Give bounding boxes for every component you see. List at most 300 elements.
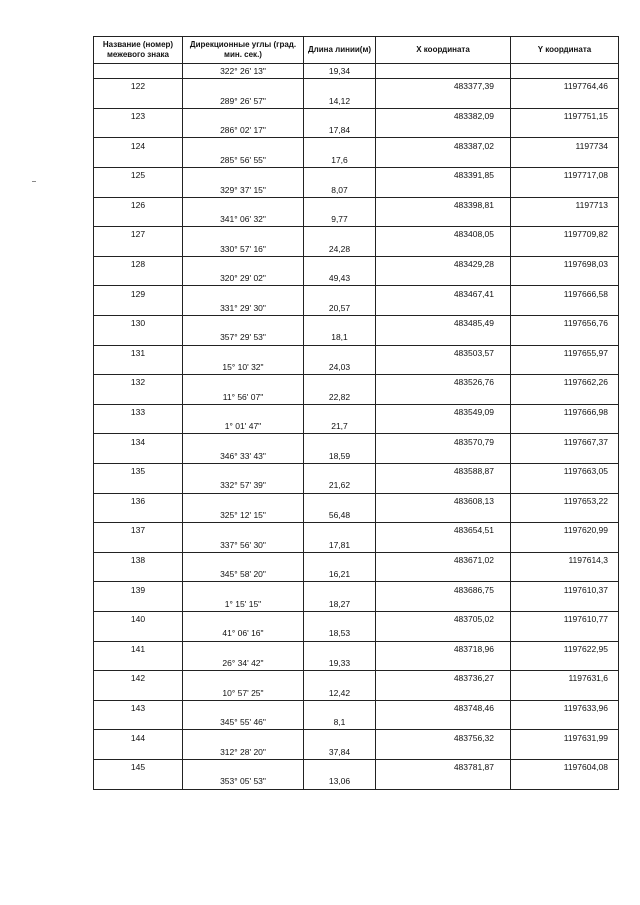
y-coordinate-cell <box>511 271 619 286</box>
point-name-cell: 131 <box>94 345 183 360</box>
line-length-cell <box>304 108 376 123</box>
point-row <box>94 227 619 242</box>
x-coordinate-cell <box>376 390 511 405</box>
direction-angle-cell <box>183 730 304 745</box>
y-coordinate-cell <box>511 626 619 641</box>
point-name-cell <box>94 745 183 760</box>
direction-angle-cell <box>183 316 304 331</box>
y-coordinate-cell <box>511 685 619 700</box>
direction-angle-cell: 41° 06' 16" <box>183 626 304 641</box>
line-length-cell: 24,03 <box>304 360 376 375</box>
line-length-cell: 14,12 <box>304 94 376 109</box>
segment-row <box>94 538 619 553</box>
point-name-cell: 137 <box>94 523 183 538</box>
direction-angle-cell <box>183 138 304 153</box>
point-name-cell: 128 <box>94 256 183 271</box>
direction-angle-cell: 332° 57' 39" <box>183 478 304 493</box>
direction-angle-cell: 345° 55' 46" <box>183 715 304 730</box>
point-name-cell <box>94 538 183 553</box>
y-coordinate-cell: 1197751,15 <box>511 108 619 123</box>
x-coordinate-cell: 483503,57 <box>376 345 511 360</box>
x-coordinate-cell <box>376 478 511 493</box>
segment-row <box>94 626 619 641</box>
point-name-cell <box>94 360 183 375</box>
y-coordinate-cell <box>511 64 619 79</box>
direction-angle-cell <box>183 582 304 597</box>
x-coordinate-cell: 483705,02 <box>376 611 511 626</box>
y-coordinate-cell: 1197655,97 <box>511 345 619 360</box>
y-coordinate-cell <box>511 449 619 464</box>
x-coordinate-cell: 483671,02 <box>376 552 511 567</box>
point-name-cell: 140 <box>94 611 183 626</box>
point-name-cell <box>94 390 183 405</box>
y-coordinate-cell <box>511 123 619 138</box>
line-length-cell <box>304 611 376 626</box>
direction-angle-cell: 345° 58' 20" <box>183 567 304 582</box>
point-name-cell: 135 <box>94 464 183 479</box>
x-coordinate-cell <box>376 153 511 168</box>
header-name: Название (номер) межевого знака <box>94 37 183 64</box>
direction-angle-cell: 329° 37' 15" <box>183 182 304 197</box>
direction-angle-cell: 289° 26' 57" <box>183 94 304 109</box>
point-name-cell <box>94 715 183 730</box>
x-coordinate-cell <box>376 123 511 138</box>
direction-angle-cell <box>183 700 304 715</box>
direction-angle-cell: 357° 29' 53" <box>183 330 304 345</box>
x-coordinate-cell: 483570,79 <box>376 434 511 449</box>
direction-angle-cell <box>183 671 304 686</box>
direction-angle-cell: 330° 57' 16" <box>183 242 304 257</box>
point-name-cell <box>94 153 183 168</box>
segment-row <box>94 508 619 523</box>
direction-angle-cell: 15° 10' 32" <box>183 360 304 375</box>
segment-row <box>94 123 619 138</box>
table-body <box>94 64 619 790</box>
line-length-cell: 21,62 <box>304 478 376 493</box>
line-length-cell: 19,34 <box>304 64 376 79</box>
point-name-cell <box>94 774 183 789</box>
y-coordinate-cell: 1197610,37 <box>511 582 619 597</box>
direction-angle-cell <box>183 79 304 94</box>
point-name-cell <box>94 656 183 671</box>
y-coordinate-cell <box>511 94 619 109</box>
point-name-cell <box>94 271 183 286</box>
point-row <box>94 256 619 271</box>
direction-angle-cell: 285° 56' 55" <box>183 153 304 168</box>
direction-angle-cell <box>183 641 304 656</box>
point-name-cell <box>94 478 183 493</box>
line-length-cell <box>304 375 376 390</box>
y-coordinate-cell: 1197666,58 <box>511 286 619 301</box>
y-coordinate-cell <box>511 538 619 553</box>
segment-row <box>94 597 619 612</box>
x-coordinate-cell <box>376 508 511 523</box>
y-coordinate-cell <box>511 330 619 345</box>
x-coordinate-cell <box>376 774 511 789</box>
point-row <box>94 316 619 331</box>
line-length-cell: 13,06 <box>304 774 376 789</box>
direction-angle-cell <box>183 227 304 242</box>
line-length-cell: 20,57 <box>304 301 376 316</box>
point-row <box>94 493 619 508</box>
x-coordinate-cell <box>376 301 511 316</box>
line-length-cell <box>304 464 376 479</box>
point-row <box>94 700 619 715</box>
x-coordinate-cell <box>376 360 511 375</box>
segment-row <box>94 745 619 760</box>
line-length-cell: 18,1 <box>304 330 376 345</box>
line-length-cell <box>304 552 376 567</box>
point-name-cell: 124 <box>94 138 183 153</box>
point-name-cell: 134 <box>94 434 183 449</box>
x-coordinate-cell <box>376 449 511 464</box>
x-coordinate-cell <box>376 64 511 79</box>
x-coordinate-cell: 483608,13 <box>376 493 511 508</box>
line-length-cell: 17,84 <box>304 123 376 138</box>
direction-angle-cell: 353° 05' 53" <box>183 774 304 789</box>
point-name-cell <box>94 242 183 257</box>
y-coordinate-cell: 1197633,96 <box>511 700 619 715</box>
x-coordinate-cell <box>376 715 511 730</box>
segment-row <box>94 360 619 375</box>
direction-angle-cell <box>183 375 304 390</box>
x-coordinate-cell <box>376 330 511 345</box>
segment-row <box>94 301 619 316</box>
segment-row <box>94 774 619 789</box>
direction-angle-cell: 337° 56' 30" <box>183 538 304 553</box>
segment-row <box>94 153 619 168</box>
point-name-cell <box>94 301 183 316</box>
x-coordinate-cell <box>376 745 511 760</box>
line-length-cell <box>304 316 376 331</box>
boundary-coordinates-table <box>93 36 619 790</box>
line-length-cell: 18,53 <box>304 626 376 641</box>
direction-angle-cell: 10° 57' 25" <box>183 685 304 700</box>
x-coordinate-cell <box>376 182 511 197</box>
point-row <box>94 404 619 419</box>
direction-angle-cell: 346° 33' 43" <box>183 449 304 464</box>
point-name-cell: 143 <box>94 700 183 715</box>
y-coordinate-cell: 1197709,82 <box>511 227 619 242</box>
x-coordinate-cell <box>376 567 511 582</box>
point-row <box>94 375 619 390</box>
y-coordinate-cell: 1197764,46 <box>511 79 619 94</box>
point-name-cell <box>94 449 183 464</box>
direction-angle-cell: 325° 12' 15" <box>183 508 304 523</box>
point-row <box>94 286 619 301</box>
line-length-cell <box>304 197 376 212</box>
line-length-cell: 49,43 <box>304 271 376 286</box>
y-coordinate-cell <box>511 478 619 493</box>
line-length-cell <box>304 227 376 242</box>
y-coordinate-cell <box>511 774 619 789</box>
point-name-cell: 145 <box>94 759 183 774</box>
y-coordinate-cell <box>511 390 619 405</box>
header-row <box>94 37 619 64</box>
x-coordinate-cell: 483748,46 <box>376 700 511 715</box>
y-coordinate-cell <box>511 301 619 316</box>
direction-angle-cell <box>183 434 304 449</box>
y-coordinate-cell <box>511 715 619 730</box>
segment-row <box>94 567 619 582</box>
direction-angle-cell: 286° 02' 17" <box>183 123 304 138</box>
segment-row <box>94 242 619 257</box>
point-name-cell: 139 <box>94 582 183 597</box>
x-coordinate-cell <box>376 626 511 641</box>
direction-angle-cell <box>183 611 304 626</box>
point-name-cell <box>94 330 183 345</box>
line-length-cell <box>304 523 376 538</box>
direction-angle-cell <box>183 404 304 419</box>
header-length: Длина линии(м) <box>304 37 376 64</box>
direction-angle-cell <box>183 523 304 538</box>
point-row <box>94 552 619 567</box>
line-length-cell: 16,21 <box>304 567 376 582</box>
y-coordinate-cell <box>511 419 619 434</box>
point-name-cell <box>94 508 183 523</box>
line-length-cell: 24,28 <box>304 242 376 257</box>
line-length-cell: 56,48 <box>304 508 376 523</box>
point-row <box>94 197 619 212</box>
y-coordinate-cell: 1197713 <box>511 197 619 212</box>
x-coordinate-cell <box>376 212 511 227</box>
line-length-cell: 9,77 <box>304 212 376 227</box>
y-coordinate-cell: 1197653,22 <box>511 493 619 508</box>
line-length-cell <box>304 286 376 301</box>
line-length-cell: 17,6 <box>304 153 376 168</box>
point-name-cell <box>94 685 183 700</box>
point-name-cell <box>94 597 183 612</box>
line-length-cell <box>304 434 376 449</box>
line-length-cell: 21,7 <box>304 419 376 434</box>
point-name-cell <box>94 212 183 227</box>
direction-angle-cell <box>183 168 304 183</box>
direction-angle-cell: 11° 56' 07" <box>183 390 304 405</box>
direction-angle-cell: 341° 06' 32" <box>183 212 304 227</box>
point-name-cell <box>94 64 183 79</box>
point-name-cell: 122 <box>94 79 183 94</box>
line-length-cell <box>304 671 376 686</box>
scan-speck <box>32 181 36 182</box>
x-coordinate-cell: 483718,96 <box>376 641 511 656</box>
segment-row <box>94 64 619 79</box>
segment-row <box>94 271 619 286</box>
point-row <box>94 730 619 745</box>
point-name-cell: 142 <box>94 671 183 686</box>
point-name-cell: 129 <box>94 286 183 301</box>
line-length-cell: 18,59 <box>304 449 376 464</box>
line-length-cell: 37,84 <box>304 745 376 760</box>
direction-angle-cell <box>183 493 304 508</box>
y-coordinate-cell <box>511 153 619 168</box>
x-coordinate-cell: 483467,41 <box>376 286 511 301</box>
y-coordinate-cell <box>511 242 619 257</box>
point-name-cell: 127 <box>94 227 183 242</box>
point-row <box>94 671 619 686</box>
segment-row <box>94 212 619 227</box>
y-coordinate-cell: 1197717,08 <box>511 168 619 183</box>
line-length-cell <box>304 700 376 715</box>
point-row <box>94 345 619 360</box>
y-coordinate-cell: 1197662,26 <box>511 375 619 390</box>
line-length-cell: 12,42 <box>304 685 376 700</box>
direction-angle-cell <box>183 552 304 567</box>
x-coordinate-cell: 483382,09 <box>376 108 511 123</box>
direction-angle-cell: 331° 29' 30" <box>183 301 304 316</box>
y-coordinate-cell: 1197614,3 <box>511 552 619 567</box>
segment-row <box>94 715 619 730</box>
x-coordinate-cell <box>376 242 511 257</box>
x-coordinate-cell: 483686,75 <box>376 582 511 597</box>
direction-angle-cell <box>183 108 304 123</box>
line-length-cell <box>304 138 376 153</box>
segment-row <box>94 478 619 493</box>
y-coordinate-cell <box>511 182 619 197</box>
point-name-cell: 123 <box>94 108 183 123</box>
direction-angle-cell: 322° 26' 13" <box>183 64 304 79</box>
line-length-cell: 18,27 <box>304 597 376 612</box>
point-name-cell <box>94 626 183 641</box>
direction-angle-cell: 1° 15' 15" <box>183 597 304 612</box>
direction-angle-cell <box>183 345 304 360</box>
line-length-cell <box>304 79 376 94</box>
point-name-cell <box>94 182 183 197</box>
y-coordinate-cell <box>511 360 619 375</box>
direction-angle-cell <box>183 197 304 212</box>
point-name-cell <box>94 419 183 434</box>
x-coordinate-cell: 483391,85 <box>376 168 511 183</box>
y-coordinate-cell <box>511 656 619 671</box>
direction-angle-cell: 312° 28' 20" <box>183 745 304 760</box>
direction-angle-cell <box>183 759 304 774</box>
x-coordinate-cell: 483398,81 <box>376 197 511 212</box>
line-length-cell <box>304 582 376 597</box>
x-coordinate-cell: 483377,39 <box>376 79 511 94</box>
line-length-cell <box>304 493 376 508</box>
y-coordinate-cell: 1197610,77 <box>511 611 619 626</box>
line-length-cell <box>304 759 376 774</box>
y-coordinate-cell: 1197622,95 <box>511 641 619 656</box>
header-y: Y координата <box>511 37 619 64</box>
point-row <box>94 582 619 597</box>
table-header <box>94 37 619 64</box>
y-coordinate-cell: 1197631,99 <box>511 730 619 745</box>
x-coordinate-cell: 483549,09 <box>376 404 511 419</box>
direction-angle-cell: 320° 29' 02" <box>183 271 304 286</box>
header-x: X координата <box>376 37 511 64</box>
direction-angle-cell: 1° 01' 47" <box>183 419 304 434</box>
segment-row <box>94 419 619 434</box>
y-coordinate-cell <box>511 212 619 227</box>
point-row <box>94 641 619 656</box>
point-name-cell: 132 <box>94 375 183 390</box>
segment-row <box>94 94 619 109</box>
x-coordinate-cell: 483526,76 <box>376 375 511 390</box>
y-coordinate-cell <box>511 597 619 612</box>
point-row <box>94 759 619 774</box>
point-row <box>94 108 619 123</box>
x-coordinate-cell <box>376 271 511 286</box>
x-coordinate-cell: 483781,87 <box>376 759 511 774</box>
y-coordinate-cell: 1197666,98 <box>511 404 619 419</box>
line-length-cell <box>304 404 376 419</box>
point-name-cell: 125 <box>94 168 183 183</box>
y-coordinate-cell <box>511 508 619 523</box>
y-coordinate-cell: 1197631,6 <box>511 671 619 686</box>
point-name-cell: 136 <box>94 493 183 508</box>
direction-angle-cell: 26° 34' 42" <box>183 656 304 671</box>
segment-row <box>94 685 619 700</box>
x-coordinate-cell <box>376 538 511 553</box>
y-coordinate-cell: 1197663,05 <box>511 464 619 479</box>
x-coordinate-cell: 483654,51 <box>376 523 511 538</box>
x-coordinate-cell: 483588,87 <box>376 464 511 479</box>
y-coordinate-cell: 1197734 <box>511 138 619 153</box>
point-row <box>94 168 619 183</box>
point-name-cell: 141 <box>94 641 183 656</box>
y-coordinate-cell: 1197698,03 <box>511 256 619 271</box>
line-length-cell: 19,33 <box>304 656 376 671</box>
point-name-cell: 126 <box>94 197 183 212</box>
line-length-cell <box>304 641 376 656</box>
line-length-cell: 8,1 <box>304 715 376 730</box>
x-coordinate-cell: 483429,28 <box>376 256 511 271</box>
direction-angle-cell <box>183 464 304 479</box>
point-name-cell <box>94 123 183 138</box>
line-length-cell: 17,81 <box>304 538 376 553</box>
line-length-cell <box>304 256 376 271</box>
x-coordinate-cell: 483408,05 <box>376 227 511 242</box>
direction-angle-cell <box>183 256 304 271</box>
x-coordinate-cell: 483756,32 <box>376 730 511 745</box>
x-coordinate-cell <box>376 685 511 700</box>
line-length-cell <box>304 168 376 183</box>
segment-row <box>94 330 619 345</box>
point-row <box>94 79 619 94</box>
x-coordinate-cell: 483387,02 <box>376 138 511 153</box>
x-coordinate-cell: 483736,27 <box>376 671 511 686</box>
y-coordinate-cell <box>511 745 619 760</box>
point-row <box>94 434 619 449</box>
line-length-cell <box>304 730 376 745</box>
x-coordinate-cell: 483485,49 <box>376 316 511 331</box>
line-length-cell: 8,07 <box>304 182 376 197</box>
segment-row <box>94 449 619 464</box>
segment-row <box>94 656 619 671</box>
point-name-cell: 130 <box>94 316 183 331</box>
y-coordinate-cell: 1197604,08 <box>511 759 619 774</box>
point-name-cell <box>94 567 183 582</box>
x-coordinate-cell <box>376 419 511 434</box>
line-length-cell: 22,82 <box>304 390 376 405</box>
y-coordinate-cell: 1197667,37 <box>511 434 619 449</box>
point-name-cell: 138 <box>94 552 183 567</box>
line-length-cell <box>304 345 376 360</box>
point-row <box>94 611 619 626</box>
segment-row <box>94 182 619 197</box>
header-angle: Дирекционные углы (град. мин. сек.) <box>183 37 304 64</box>
x-coordinate-cell <box>376 656 511 671</box>
point-row <box>94 464 619 479</box>
point-row <box>94 523 619 538</box>
point-row <box>94 138 619 153</box>
y-coordinate-cell: 1197656,76 <box>511 316 619 331</box>
point-name-cell <box>94 94 183 109</box>
y-coordinate-cell <box>511 567 619 582</box>
x-coordinate-cell <box>376 597 511 612</box>
segment-row <box>94 390 619 405</box>
x-coordinate-cell <box>376 94 511 109</box>
